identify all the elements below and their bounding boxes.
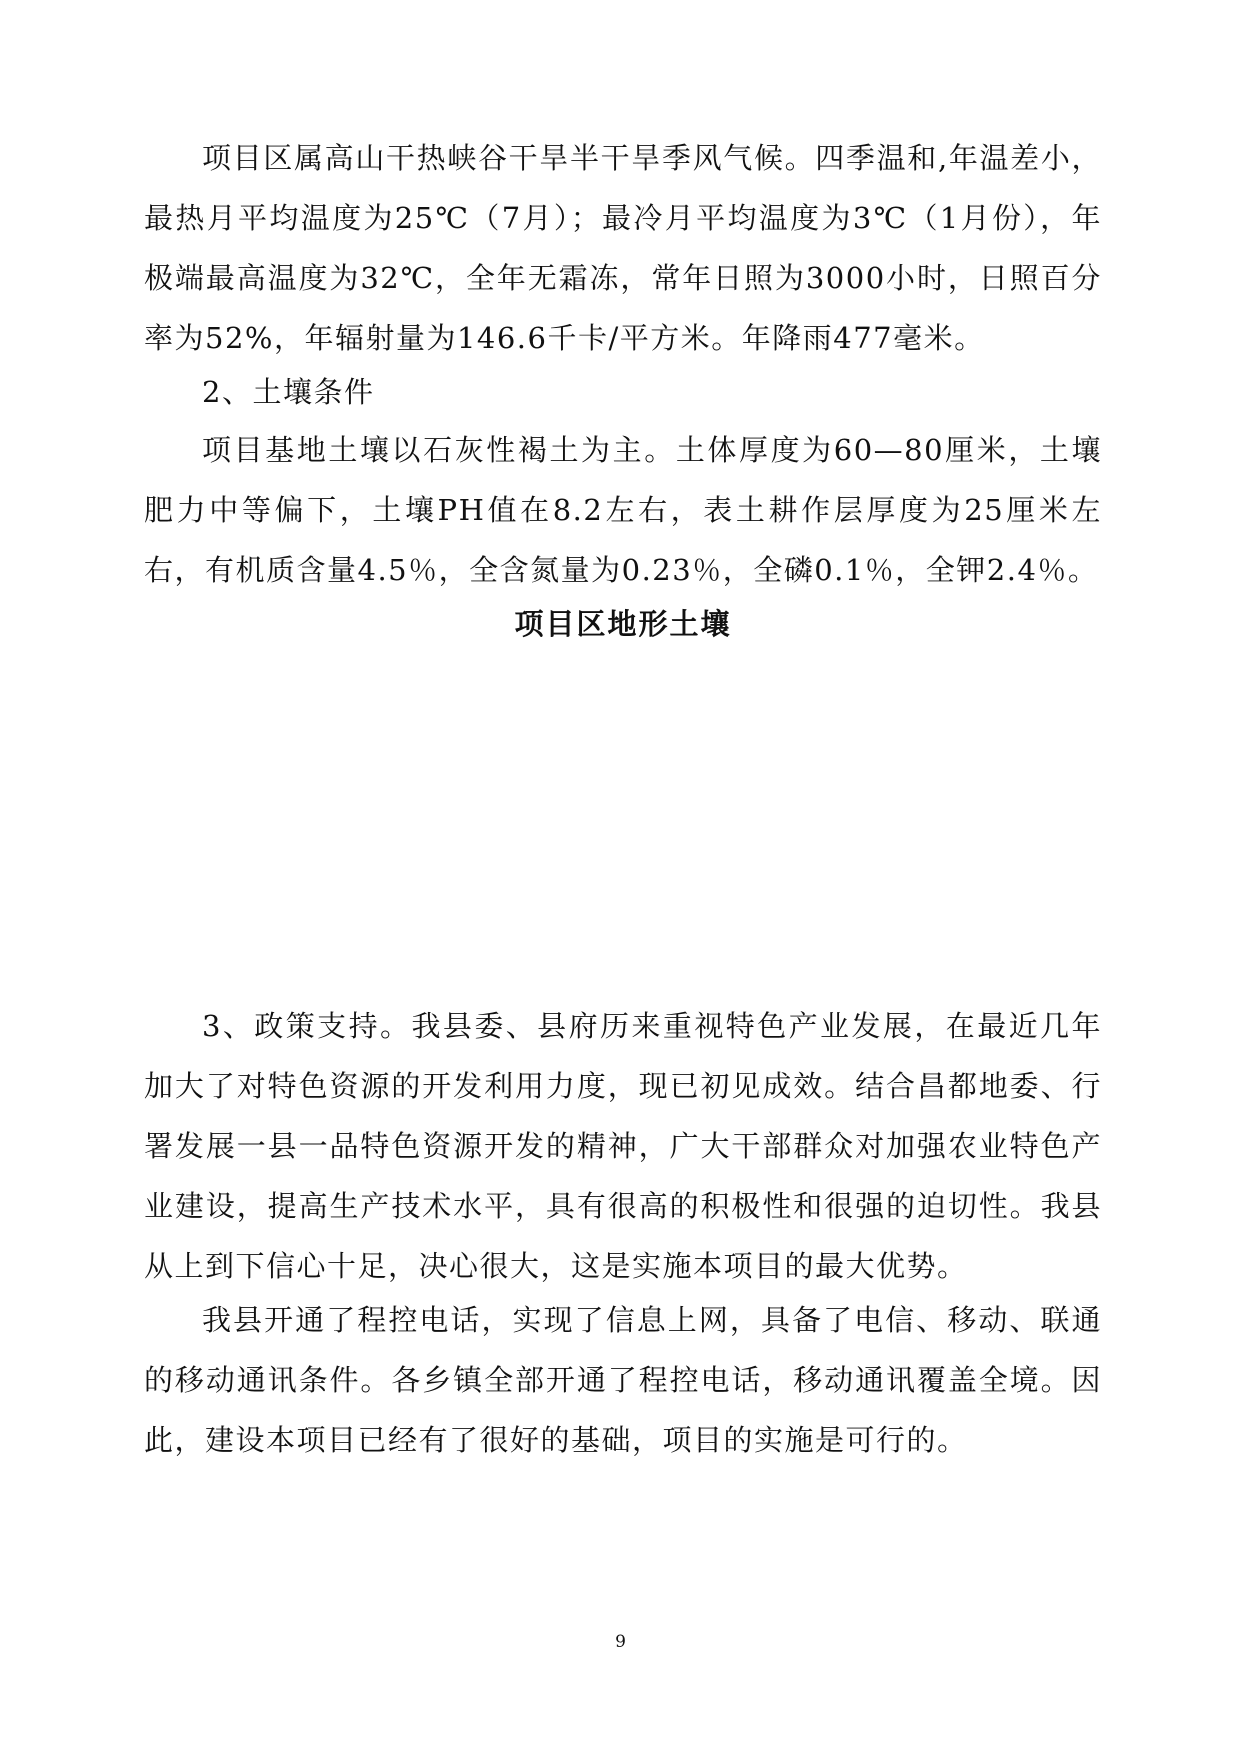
figure-caption: 项目区地形土壤 xyxy=(514,607,732,641)
figure-placeholder xyxy=(144,725,1102,960)
climate-paragraph: 项目区属高山干热峡谷干旱半干旱季风气候。四季温和,年温差小，最热月平均温度为25℃（7月）；最冷月平均温度为3℃（1月份），年极端最高温度为32℃，全年无霜冻，常年日照为3000小时，日照百分率为52%，年辐射量为146.6千卡/平方米。年降雨477毫米。 xyxy=(144,141,1102,355)
soil-paragraph: 项目基地土壤以石灰性褐土为主。土体厚度为60—80厘米，土壤肥力中等偏下，土壤PH值在8.2左右，表土耕作层厚度为25厘米左右，有机质含量4.5％，全含氮量为0.23％，全磷0.1％，全钾2.4％。 xyxy=(144,433,1102,587)
telecom-paragraph: 我县开通了程控电话，实现了信息上网，具备了电信、移动、联通的移动通讯条件。各乡镇全部开通了程控电话，移动通讯覆盖全境。因此，建设本项目已经有了很好的基础，项目的实施是可行的。 xyxy=(144,1303,1102,1457)
page-number: 9 xyxy=(615,1632,626,1652)
soil-section-heading: 2、土壤条件 xyxy=(202,375,375,409)
policy-paragraph: 3、政策支持。我县委、县府历来重视特色产业发展，在最近几年加大了对特色资源的开发利用力度，现已初见成效。结合昌都地委、行署发展一县一品特色资源开发的精神，广大干部群众对加强农业特色产业建设，提高生产技术水平，具有很高的积极性和很强的迫切性。我县从上到下信心十足，决心很大，这是实施本项目的最大优势。 xyxy=(144,1009,1102,1283)
